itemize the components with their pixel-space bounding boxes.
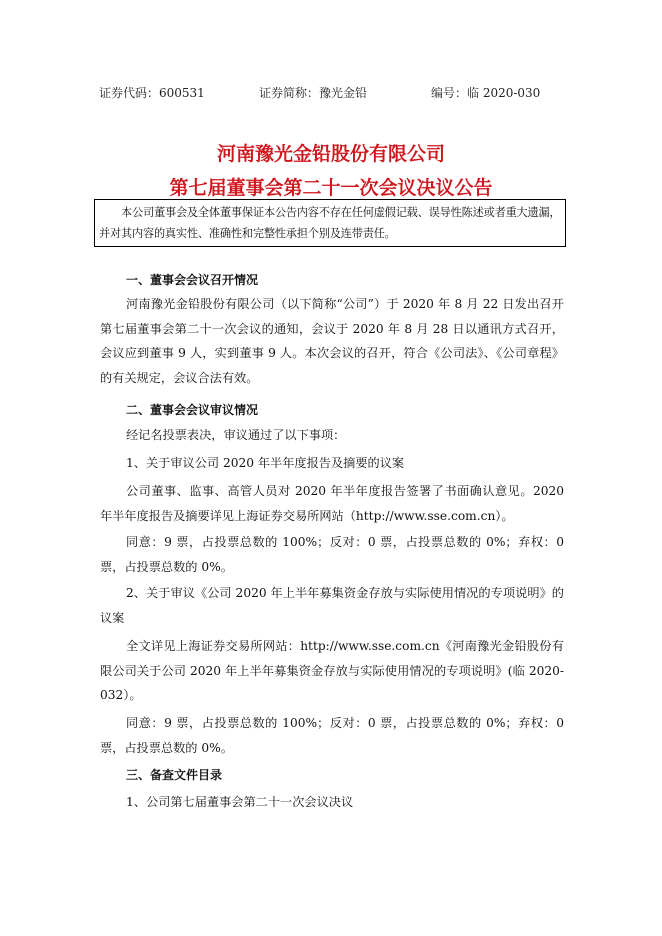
- section-1-heading: 一、董事会会议召开情况: [126, 273, 259, 287]
- stock-code: 证券代码：600531: [99, 86, 205, 100]
- item-1-body: 公司董事、监事、高管人员对 2020 年半年度报告签署了书面确认意见。2020 年半年度报告及摘要详见上海证券交易所网站（http://www.sse.com.cn）。: [100, 484, 564, 523]
- stock-short-name: 证券简称：豫光金铅: [259, 86, 368, 100]
- item-2-vote: 同意：9 票，占投票总数的 100%；反对：0 票，占投票总数的 0%；弃权：0 票，占投票总数的 0%。: [100, 716, 564, 755]
- item-2-title: 2、关于审议《公司 2020 年上半年募集资金存放与实际使用情况的专项说明》的议案: [100, 586, 564, 625]
- section-3-heading: 三、备查文件目录: [126, 768, 223, 782]
- announcement-title: 第七届董事会第二十一次会议决议公告: [169, 177, 493, 199]
- section-2-heading: 二、董事会会议审议情况: [126, 403, 259, 417]
- section-2-intro: 经记名投票表决，审议通过了以下事项：: [126, 428, 346, 442]
- section-3-item-1: 1、公司第七届董事会第二十一次会议决议: [126, 795, 354, 809]
- disclaimer-box: 本公司董事会及全体董事保证本公告内容不存在任何虚假记载、误导性陈述或者重大遗漏，并对其内容的真实性、准确性和完整性承担个别及连带责任。: [94, 199, 566, 247]
- item-1-vote: 同意：9 票，占投票总数的 100%；反对：0 票，占投票总数的 0%；弃权：0 票，占投票总数的 0%。: [100, 535, 564, 574]
- document-header: [99, 84, 569, 101]
- item-1-title: 1、关于审议公司 2020 年半年度报告及摘要的议案: [126, 456, 405, 470]
- section-1-paragraph: 河南豫光金铅股份有限公司（以下简称“公司”）于 2020 年 8 月 22 日发出召开第七届董事会第二十一次会议的通知，会议于 2020 年 8 月 28 日以通讯方式召开，会议应到董事 9 人，实到董事 9 人。本次会议的召开，符合《公司法》、《公司章程》的有关规定，会议合法有效。: [100, 297, 564, 385]
- announcement-number: 编号：临 2020-030: [431, 86, 541, 100]
- company-title: 河南豫光金铅股份有限公司: [216, 143, 445, 165]
- item-2-body: 全文详见上海证券交易所网站：http://www.sse.com.cn《河南豫光金铅股份有限公司关于公司 2020 年上半年募集资金存放与实际使用情况的专项说明》(临 2020-032）。: [100, 639, 564, 702]
